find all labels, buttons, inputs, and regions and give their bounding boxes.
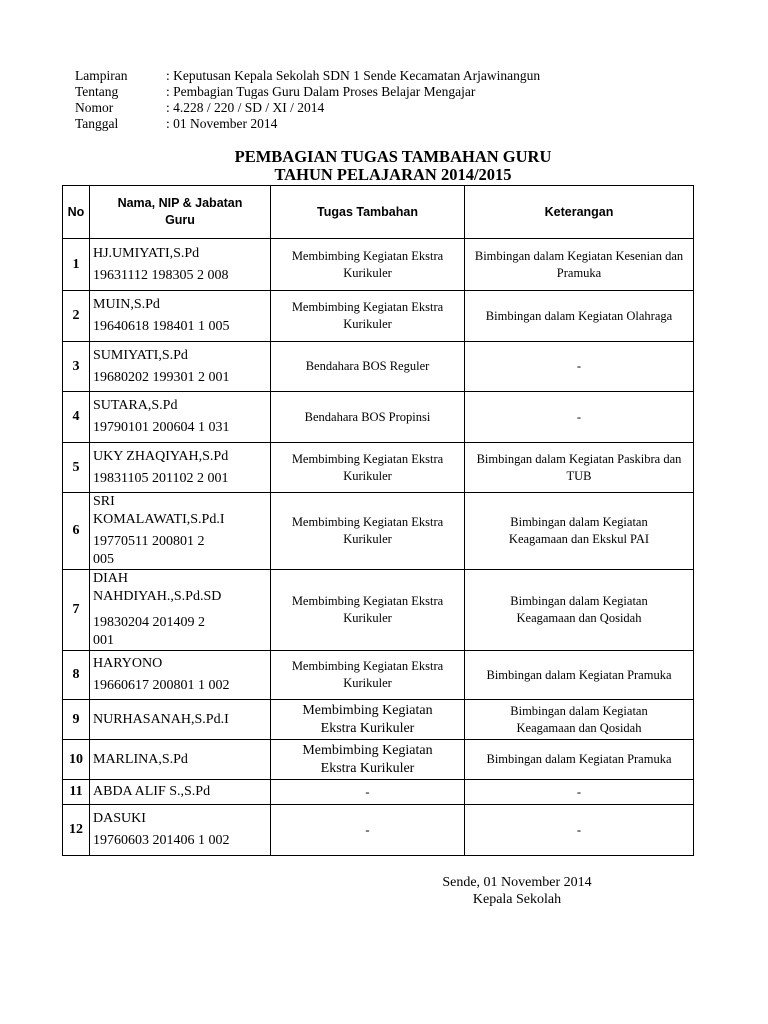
lampiran-label: Lampiran [75, 68, 128, 83]
signature-place-date: Sende, 01 November 2014 [442, 875, 592, 890]
teacher-cell [90, 291, 271, 342]
teacher-nip: 19830204 201409 2 001 [93, 615, 205, 648]
teacher-cell [90, 740, 271, 780]
task-cell: Bendahara BOS Propinsi [271, 392, 465, 443]
note-cell: Bimbingan dalam Kegiatan Pramuka [465, 740, 694, 780]
row-number: 6 [63, 493, 90, 570]
table-row [63, 493, 694, 570]
table-row [63, 740, 694, 780]
teacher-name: ABDA ALIF S.,S.Pd [93, 784, 211, 799]
header-keterangan: Keterangan [465, 186, 694, 239]
title-line-2: TAHUN PELAJARAN 2014/2015 [274, 165, 512, 184]
teacher-nip: 19760603 201406 1 002 [93, 833, 230, 848]
teacher-name: NURHASANAH,S.Pd.I [93, 711, 229, 727]
table-row [63, 570, 694, 651]
row-number: 3 [63, 342, 90, 392]
row-number: 12 [63, 805, 90, 856]
title-line-1: PEMBAGIAN TUGAS TAMBAHAN GURU [234, 147, 552, 166]
meta-tentang [75, 84, 540, 100]
teacher-cell [90, 239, 271, 291]
table-row [63, 392, 694, 443]
task-cell: Membimbing Kegiatan Ekstra Kurikuler [271, 493, 465, 570]
teacher-name: SUTARA,S.Pd [93, 398, 178, 413]
note-cell: - [465, 780, 694, 805]
row-number: 5 [63, 443, 90, 493]
tentang-value: : Pembagian Tugas Guru Dalam Proses Belajar Mengajar [166, 84, 476, 99]
tentang-label: Tentang [75, 84, 119, 99]
note-cell: Bimbingan dalam Kegiatan Olahraga [465, 291, 694, 342]
task-cell: Membimbing Kegiatan Ekstra Kurikuler [271, 700, 465, 740]
teacher-name: MUIN,S.Pd [93, 297, 160, 312]
task-cell: Membimbing Kegiatan Ekstra Kurikuler [271, 651, 465, 700]
header-tugas: Tugas Tambahan [271, 186, 465, 239]
teacher-nip: 19770511 200801 2 005 [93, 534, 205, 567]
table-row [63, 342, 694, 392]
row-number: 8 [63, 651, 90, 700]
teacher-cell [90, 342, 271, 392]
row-number: 9 [63, 700, 90, 740]
row-number: 11 [63, 780, 90, 805]
table-row [63, 700, 694, 740]
teacher-name: SRI KOMALAWATI,S.Pd.I [93, 494, 225, 527]
task-cell: - [271, 805, 465, 856]
teacher-name: HARYONO [93, 656, 163, 671]
teacher-name: UKY ZHAQIYAH,S.Pd [93, 448, 229, 464]
row-number: 2 [63, 291, 90, 342]
task-cell: Membimbing Kegiatan Ekstra Kurikuler [271, 443, 465, 493]
row-number: 7 [63, 570, 90, 651]
table-body [63, 239, 694, 856]
table-row [63, 239, 694, 291]
note-cell: Bimbingan dalam Kegiatan Keagamaan dan Qosidah [465, 570, 694, 651]
teacher-name: MARLINA,S.Pd [93, 751, 188, 767]
signature-block [400, 874, 634, 908]
task-cell: Membimbing Kegiatan Ekstra Kurikuler [271, 570, 465, 651]
teacher-name: HJ.UMIYATI,S.Pd [93, 245, 200, 261]
header-nama: Nama, NIP & Jabatan Guru [90, 186, 271, 239]
row-number: 10 [63, 740, 90, 780]
note-cell: Bimbingan dalam Kegiatan Paskibra dan TUB [465, 443, 694, 493]
header-no: No [63, 186, 90, 239]
row-number: 1 [63, 239, 90, 291]
teacher-cell [90, 805, 271, 856]
note-cell: Bimbingan dalam Kegiatan Pramuka [465, 651, 694, 700]
meta-lampiran [75, 68, 540, 84]
teacher-cell [90, 493, 271, 570]
table-row [63, 291, 694, 342]
teacher-name: DASUKI [93, 811, 146, 826]
note-cell: - [465, 342, 694, 392]
meta-tanggal [75, 116, 540, 132]
teacher-cell [90, 570, 271, 651]
task-cell: - [271, 780, 465, 805]
table-header-row [63, 186, 694, 239]
note-cell: Bimbingan dalam Kegiatan Keagamaan dan Qosidah [465, 700, 694, 740]
assignment-table [62, 185, 694, 856]
teacher-cell [90, 392, 271, 443]
teacher-nip: 19640618 198401 1 005 [93, 319, 230, 334]
tanggal-label: Tanggal [75, 116, 119, 131]
teacher-nip: 19790101 200604 1 031 [93, 420, 230, 435]
table-row [63, 780, 694, 805]
teacher-name: DIAH NAHDIYAH.,S.Pd.SD [93, 571, 222, 604]
tanggal-value: : 01 November 2014 [166, 116, 278, 131]
document-meta [75, 68, 540, 132]
task-cell: Membimbing Kegiatan Ekstra Kurikuler [271, 740, 465, 780]
nomor-label: Nomor [75, 100, 114, 115]
teacher-cell [90, 651, 271, 700]
note-cell: - [465, 392, 694, 443]
note-cell: - [465, 805, 694, 856]
note-cell: Bimbingan dalam Kegiatan Keagamaan dan Ekskul PAI [465, 493, 694, 570]
teacher-cell [90, 443, 271, 493]
teacher-nip: 19631112 198305 2 008 [93, 267, 229, 283]
teacher-cell [90, 780, 271, 805]
table-row [63, 651, 694, 700]
document-title [0, 148, 768, 184]
task-cell: Bendahara BOS Reguler [271, 342, 465, 392]
task-cell: Membimbing Kegiatan Ekstra Kurikuler [271, 239, 465, 291]
lampiran-value: : Keputusan Kepala Sekolah SDN 1 Sende Kecamatan Arjawinangun [166, 68, 541, 83]
table-row [63, 805, 694, 856]
teacher-cell [90, 700, 271, 740]
teacher-name: SUMIYATI,S.Pd [93, 347, 188, 363]
signature-role: Kepala Sekolah [472, 892, 562, 907]
row-number: 4 [63, 392, 90, 443]
nomor-value: : 4.228 / 220 / SD / XI / 2014 [166, 100, 325, 115]
note-cell: Bimbingan dalam Kegiatan Kesenian dan Pramuka [465, 239, 694, 291]
teacher-nip: 19660617 200801 1 002 [93, 678, 230, 693]
task-cell: Membimbing Kegiatan Ekstra Kurikuler [271, 291, 465, 342]
teacher-nip: 19831105 201102 2 001 [93, 470, 229, 486]
teacher-nip: 19680202 199301 2 001 [93, 369, 230, 385]
meta-nomor [75, 100, 540, 116]
table-row [63, 443, 694, 493]
